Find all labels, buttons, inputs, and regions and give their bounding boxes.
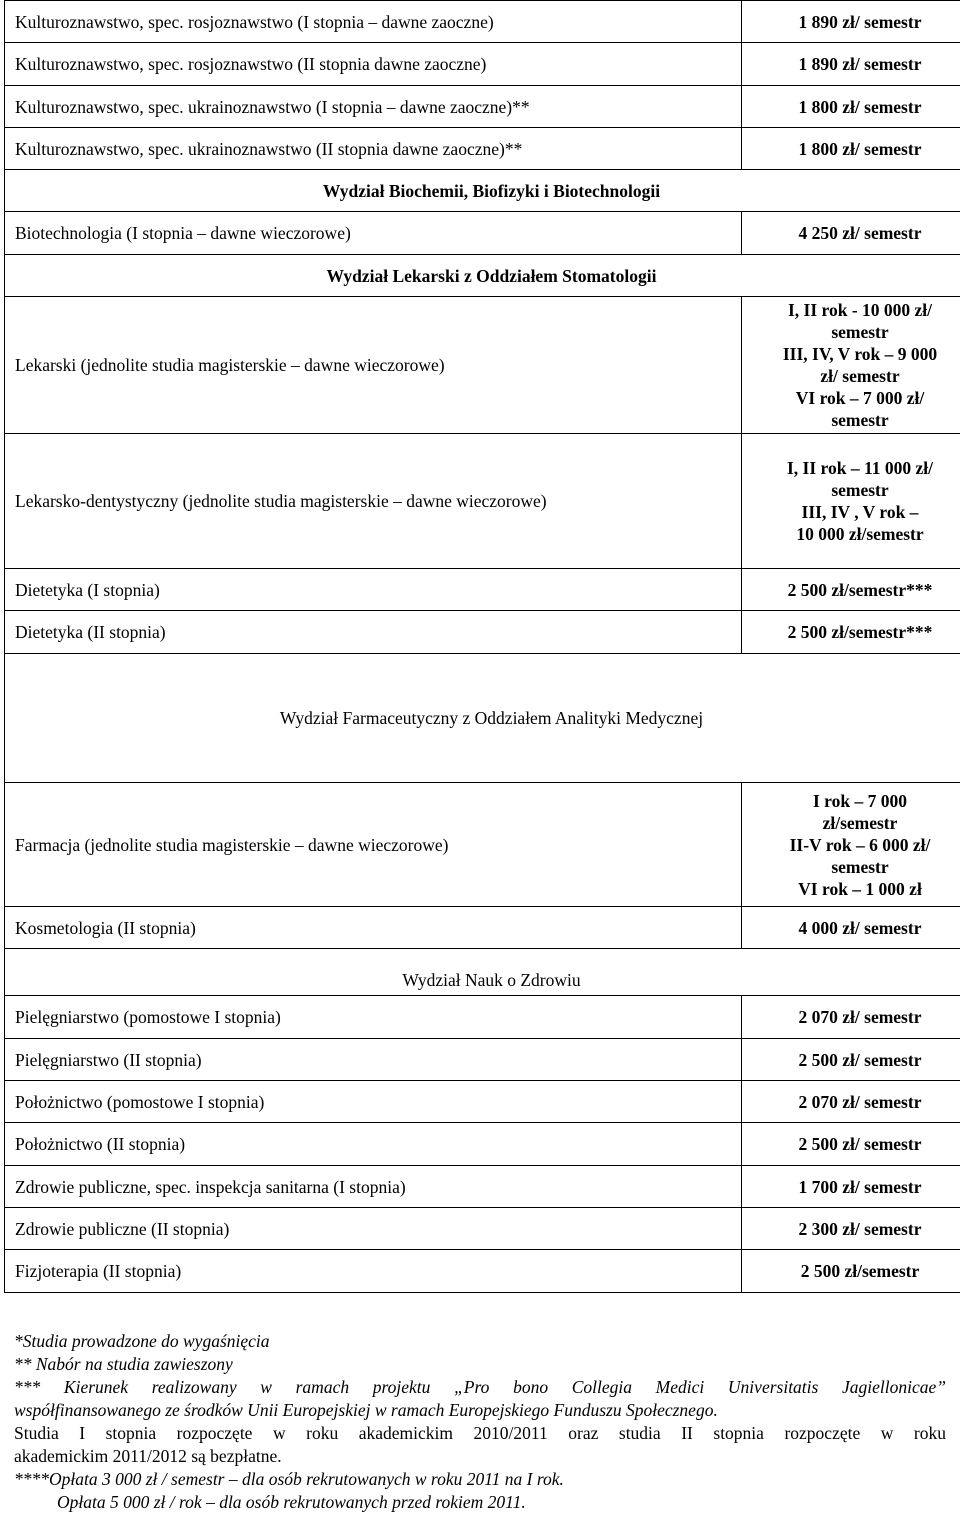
footnote: ****Opłata 3 000 zł / semestr – dla osób rekrutowanych w roku 2011 na I rok. (14, 1469, 564, 1489)
program-fee: 2 070 zł/ semestr (742, 996, 960, 1039)
program-name: Pielęgniarstwo (pomostowe I stopnia) (5, 996, 742, 1039)
program-name: Kulturoznawstwo, spec. ukrainoznawstwo (II stopnia dawne zaoczne)** (5, 128, 742, 170)
table-row (5, 1208, 960, 1250)
table-row (5, 907, 960, 949)
program-name: Dietetyka (II stopnia) (5, 611, 742, 654)
fees-table (4, 0, 960, 1293)
program-name: Biotechnologia (I stopnia – dawne wieczorowe) (5, 212, 742, 255)
footnote: akademickim 2011/2012 są bezpłatne. (14, 1446, 282, 1466)
table-row (5, 1081, 960, 1123)
table-row (5, 1, 960, 43)
program-fee: I, II rok - 10 000 zł/ semestr III, IV, V rok – 9 000 zł/ semestr VI rok – 7 000 zł/ semestr (742, 297, 960, 434)
table-row (5, 43, 960, 86)
program-name: Dietetyka (I stopnia) (5, 569, 742, 611)
footnotes (14, 1330, 946, 1514)
table-row (5, 569, 960, 611)
footnote: *** Kierunek realizowany w ramach projektu „Pro bono Collegia Medici Universitatis Jagiellonicae” (14, 1377, 946, 1397)
program-fee: 1 890 zł/ semestr (742, 1, 960, 43)
table-row (5, 297, 960, 434)
table-row (5, 1123, 960, 1166)
table-row (5, 1250, 960, 1293)
program-fee: I, II rok – 11 000 zł/ semestr III, IV , V rok – 10 000 zł/semestr (742, 434, 960, 569)
faculty-heading: Wydział Farmaceutyczny z Oddziałem Analityki Medycznej (5, 654, 960, 783)
program-fee: 2 500 zł/ semestr (742, 1123, 960, 1166)
footnote: ** Nabór na studia zawieszony (14, 1354, 233, 1374)
program-fee: I rok – 7 000 zł/semestr II-V rok – 6 000 zł/ semestr VI rok – 1 000 zł (742, 783, 960, 907)
program-fee: 2 500 zł/semestr*** (742, 611, 960, 654)
program-fee: 1 800 zł/ semestr (742, 128, 960, 170)
footnote: Opłata 5 000 zł / rok – dla osób rekrutowanych przed rokiem 2011. (57, 1492, 526, 1512)
footnote: *Studia prowadzone do wygaśnięcia (14, 1331, 270, 1351)
faculty-heading: Wydział Lekarski z Oddziałem Stomatologii (5, 255, 960, 297)
program-fee: 4 000 zł/ semestr (742, 907, 960, 949)
table-row (5, 996, 960, 1039)
program-fee: 2 500 zł/semestr (742, 1250, 960, 1293)
program-fee: 1 800 zł/ semestr (742, 86, 960, 128)
table-row (5, 212, 960, 255)
table-row (5, 434, 960, 569)
program-name: Fizjoterapia (II stopnia) (5, 1250, 742, 1293)
program-name: Położnictwo (II stopnia) (5, 1123, 742, 1166)
table-row (5, 1166, 960, 1208)
program-name: Lekarsko-dentystyczny (jednolite studia magisterskie – dawne wieczorowe) (5, 434, 742, 569)
program-name: Lekarski (jednolite studia magisterskie – dawne wieczorowe) (5, 297, 742, 434)
table-row (5, 1039, 960, 1081)
program-fee: 4 250 zł/ semestr (742, 212, 960, 255)
table-row (5, 611, 960, 654)
program-name: Położnictwo (pomostowe I stopnia) (5, 1081, 742, 1123)
program-name: Zdrowie publiczne, spec. inspekcja sanitarna (I stopnia) (5, 1166, 742, 1208)
table-row (5, 86, 960, 128)
program-name: Zdrowie publiczne (II stopnia) (5, 1208, 742, 1250)
table-row (5, 128, 960, 170)
faculty-heading: Wydział Nauk o Zdrowiu (5, 949, 960, 996)
program-fee: 2 300 zł/ semestr (742, 1208, 960, 1250)
faculty-row (5, 949, 960, 996)
program-fee: 1 700 zł/ semestr (742, 1166, 960, 1208)
faculty-row (5, 170, 960, 212)
program-name: Kulturoznawstwo, spec. ukrainoznawstwo (I stopnia – dawne zaoczne)** (5, 86, 742, 128)
program-fee: 2 070 zł/ semestr (742, 1081, 960, 1123)
footnote: współfinansowanego ze środków Unii Europejskiej w ramach Europejskiego Funduszu Społecznego. (14, 1400, 718, 1420)
faculty-row (5, 654, 960, 783)
table-row (5, 783, 960, 907)
program-fee: 2 500 zł/semestr*** (742, 569, 960, 611)
faculty-row (5, 255, 960, 297)
program-fee: 1 890 zł/ semestr (742, 43, 960, 86)
faculty-heading: Wydział Biochemii, Biofizyki i Biotechnologii (5, 170, 960, 212)
program-name: Pielęgniarstwo (II stopnia) (5, 1039, 742, 1081)
program-name: Kulturoznawstwo, spec. rosjoznawstwo (II stopnia dawne zaoczne) (5, 43, 742, 86)
program-name: Kosmetologia (II stopnia) (5, 907, 742, 949)
program-fee: 2 500 zł/ semestr (742, 1039, 960, 1081)
program-name: Farmacja (jednolite studia magisterskie – dawne wieczorowe) (5, 783, 742, 907)
program-name: Kulturoznawstwo, spec. rosjoznawstwo (I stopnia – dawne zaoczne) (5, 1, 742, 43)
footnote: Studia I stopnia rozpoczęte w roku akademickim 2010/2011 oraz studia II stopnia rozpoczęte w roku (14, 1423, 946, 1443)
